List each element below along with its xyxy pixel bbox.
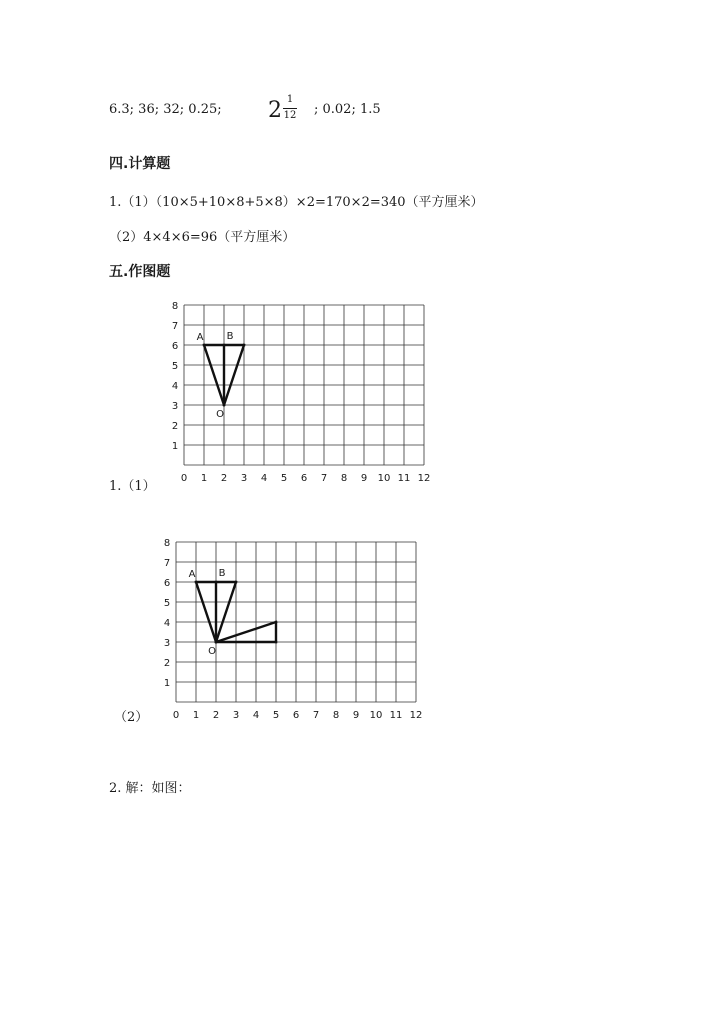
y-tick-label: 8: [171, 301, 179, 312]
point-label-o: O: [208, 646, 216, 657]
section5-heading: 五.作图题: [109, 264, 171, 280]
x-tick-label: 5: [272, 710, 280, 721]
y-tick-label: 7: [163, 558, 171, 569]
figure-segment: [204, 345, 224, 405]
section4-line1: 1.（1）（10×5+10×8+5×8）×2=170×2=340（平方厘米）: [109, 195, 484, 210]
x-tick-label: 5: [280, 473, 288, 484]
y-tick-label: 4: [171, 381, 179, 392]
grid-drawing-2: [152, 532, 437, 742]
y-tick-label: 2: [163, 658, 171, 669]
point-label-o: O: [216, 409, 224, 420]
x-tick-label: 0: [172, 710, 180, 721]
figure-segment: [216, 622, 276, 642]
x-tick-label: 9: [360, 473, 368, 484]
x-tick-label: 12: [417, 473, 431, 484]
section4-line2: （2）4×4×6=96（平方厘米）: [109, 230, 296, 245]
y-tick-label: 3: [163, 638, 171, 649]
y-tick-label: 6: [171, 341, 179, 352]
grid-drawing-1: [160, 295, 445, 505]
fraction-whole: 2: [268, 98, 282, 123]
x-tick-label: 1: [200, 473, 208, 484]
x-tick-label: 1: [192, 710, 200, 721]
x-tick-label: 2: [220, 473, 228, 484]
part1-label: 1.（1）: [109, 479, 156, 494]
x-tick-label: 3: [232, 710, 240, 721]
fraction-denominator: 12: [283, 110, 297, 121]
x-tick-label: 10: [377, 473, 391, 484]
x-tick-label: 7: [312, 710, 320, 721]
mixed-fraction: [268, 96, 302, 130]
x-tick-label: 8: [332, 710, 340, 721]
point-label-a: A: [188, 569, 196, 580]
x-tick-label: 10: [369, 710, 383, 721]
figure-segment: [216, 582, 236, 642]
x-tick-label: 4: [252, 710, 260, 721]
x-tick-label: 8: [340, 473, 348, 484]
x-tick-label: 7: [320, 473, 328, 484]
figure-segment: [224, 345, 244, 405]
point-label-b: B: [218, 568, 226, 579]
y-tick-label: 1: [163, 678, 171, 689]
point-label-a: A: [196, 332, 204, 343]
x-tick-label: 6: [292, 710, 300, 721]
y-tick-label: 2: [171, 421, 179, 432]
x-tick-label: 11: [397, 473, 411, 484]
x-tick-label: 12: [409, 710, 423, 721]
x-tick-label: 2: [212, 710, 220, 721]
y-tick-label: 8: [163, 538, 171, 549]
fraction-bar: [283, 108, 297, 109]
x-tick-label: 9: [352, 710, 360, 721]
y-tick-label: 5: [171, 361, 179, 372]
part2-label: （2）: [114, 710, 149, 725]
y-tick-label: 7: [171, 321, 179, 332]
y-tick-label: 4: [163, 618, 171, 629]
y-tick-label: 1: [171, 441, 179, 452]
y-tick-label: 6: [163, 578, 171, 589]
solution-footer: 2. 解：如图：: [109, 781, 191, 796]
x-tick-label: 0: [180, 473, 188, 484]
x-tick-label: 11: [389, 710, 403, 721]
point-label-b: B: [226, 331, 234, 342]
x-tick-label: 6: [300, 473, 308, 484]
figure-segment: [196, 582, 216, 642]
fraction-numerator: 1: [286, 94, 294, 105]
x-tick-label: 4: [260, 473, 268, 484]
answers-line-start: 6.3; 36; 32; 0.25;: [109, 102, 222, 117]
answers-line-end: ; 0.02; 1.5: [314, 102, 381, 117]
y-tick-label: 3: [171, 401, 179, 412]
y-tick-label: 5: [163, 598, 171, 609]
section4-heading: 四.计算题: [109, 156, 171, 172]
x-tick-label: 3: [240, 473, 248, 484]
